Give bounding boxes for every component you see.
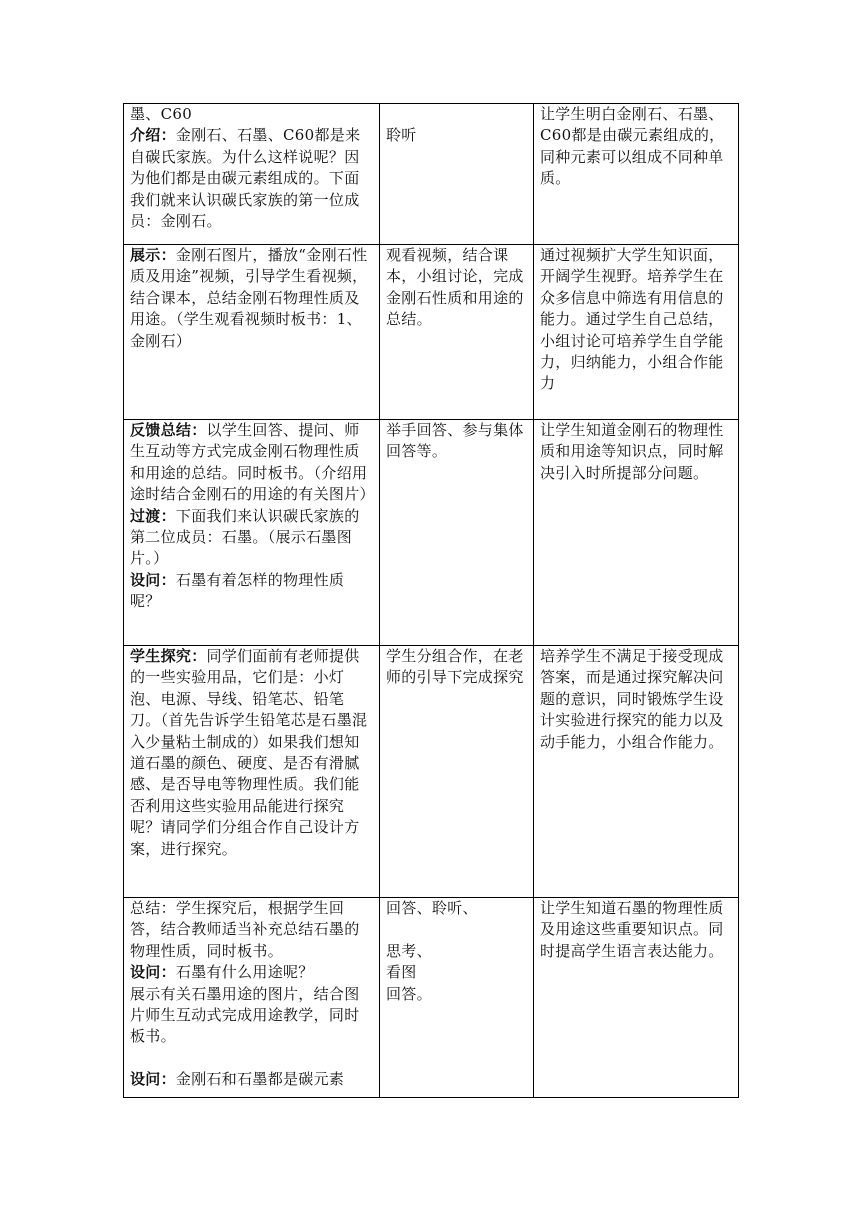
paragraph xyxy=(130,506,374,570)
design-intent-cell xyxy=(534,646,739,898)
student-line: 回答。 xyxy=(386,984,432,1003)
student-activity-cell xyxy=(380,104,534,245)
paragraph-text: 石墨有什么用途呢？ xyxy=(175,963,314,982)
student-line: 学生分组合作，在老师的引导下完成探究 xyxy=(386,647,524,687)
paragraph xyxy=(130,420,374,506)
student-line: 看图 xyxy=(386,963,417,982)
paragraph-text: 以学生回答、提问、师生互动等方式完成金刚石物理性质和用途的总结。同时板书。（介绍用途时结合金刚石的用途的有关图片） xyxy=(130,421,375,504)
paragraph xyxy=(130,646,374,860)
table-row xyxy=(124,420,739,646)
paragraph-text: 总结：学生探究后，根据学生回答，结合教师适当补充总结石墨的物理性质，同时板书。 xyxy=(130,899,360,960)
design-intent-cell xyxy=(534,245,739,420)
paragraph xyxy=(130,125,374,232)
paragraph xyxy=(130,1069,374,1090)
table-row xyxy=(124,898,739,1098)
intent-text: 让学生明白金刚石、石墨、C60都是由碳元素组成的，同种元素可以组成不同种单质。 xyxy=(540,105,725,188)
teacher-activity-cell xyxy=(124,420,380,646)
paragraph-label: 学生探究： xyxy=(130,647,207,665)
intent-text: 让学生知道石墨的物理性质及用途这些重要知识点。同时提高学生语言表达能力。 xyxy=(540,899,724,960)
paragraph-text: 金刚石和石墨都是碳元素 xyxy=(175,1070,345,1089)
student-activity-cell xyxy=(380,646,534,898)
intent-text: 让学生知道金刚石的物理性质和用途等知识点，同时解决引入时所提部分问题。 xyxy=(540,421,724,482)
table-row xyxy=(124,646,739,898)
student-line: 观看视频，结合课本，小组讨论，完成金刚石性质和用途的总结。 xyxy=(386,246,524,329)
design-intent-cell xyxy=(534,898,739,1098)
student-line: 举手回答、参与集体回答等。 xyxy=(386,421,524,461)
paragraph-label: 介绍： xyxy=(130,126,176,145)
teacher-activity-cell xyxy=(124,245,380,420)
student-activity-cell xyxy=(380,245,534,420)
intent-text: 培养学生不满足于接受现成答案，而是通过探究解决问题的意识，同时锻炼学生设计实验进行探究的能力以及动手能力，小组合作能力。 xyxy=(540,647,724,751)
paragraph-text: 金刚石、石墨、C60都是来自碳氏家族。为什么这样说呢？因为他们都是由碳元素组成的。下面我们就来认识碳氏家族的第一位成员：金刚石。 xyxy=(130,126,361,231)
lesson-plan-table xyxy=(123,103,739,1098)
student-line: 聆听 xyxy=(386,126,417,145)
design-intent-cell xyxy=(534,420,739,646)
paragraph-label: 反馈总结： xyxy=(130,421,207,439)
design-intent-cell xyxy=(534,104,739,245)
paragraph xyxy=(130,570,374,613)
paragraph-text: 墨、C60 xyxy=(130,105,193,123)
intent-text: 通过视频扩大学生知识面，开阔学生视野。培养学生在众多信息中筛选有用信息的能力。通过学生自己总结，小组讨论可培养学生自学能力，归纳能力，小组合作能力 xyxy=(540,246,724,393)
paragraph-label: 设问： xyxy=(130,1070,176,1089)
student-line: 回答、聆听、 xyxy=(386,899,478,917)
table-row xyxy=(124,104,739,245)
teacher-activity-cell xyxy=(124,898,380,1098)
student-activity-cell xyxy=(380,420,534,646)
teacher-activity-cell xyxy=(124,104,380,245)
paragraph xyxy=(130,104,374,125)
paragraph-label: 设问： xyxy=(130,570,176,589)
paragraph-text: 同学们面前有老师提供的一些实验用品，它们是：小灯泡、电源、导线、铅笔芯、铅笔刀。（首先告诉学生铅笔芯是石墨混入少量粘土制成的）如果我们想知道石墨的颜色、硬度、是否有滑腻感、是否导电等物理性质。我们能否利用这些实验用品能进行探究呢？请同学们分组合作自己设计方案，进行探究。 xyxy=(130,647,368,858)
paragraph-text: 金刚石图片，播放“金刚石性质及用途”视频，引导学生看视频，结合课本，总结金刚石物理性质及用途。（学生观看视频时板书：1、金刚石） xyxy=(130,246,368,350)
student-activity-cell xyxy=(380,898,534,1098)
paragraph-label: 展示： xyxy=(130,246,176,264)
paragraph-label: 设问： xyxy=(130,963,176,982)
paragraph-text: 展示有关石墨用途的图片，结合图片师生互动式完成用途教学，同时板书。 xyxy=(130,984,360,1046)
paragraph-text: 下面我们来认识碳氏家族的第二位成员：石墨。（展示石墨图片。） xyxy=(130,506,360,568)
student-line: 思考、 xyxy=(386,941,432,960)
paragraph xyxy=(130,984,374,1048)
paragraph xyxy=(130,245,374,352)
paragraph-label: 过渡： xyxy=(130,506,176,525)
paragraph xyxy=(130,898,374,962)
table-row xyxy=(124,245,739,420)
paragraph-text: 石墨有着怎样的物理性质呢？ xyxy=(130,570,345,611)
paragraph xyxy=(130,962,374,983)
teacher-activity-cell xyxy=(124,646,380,898)
